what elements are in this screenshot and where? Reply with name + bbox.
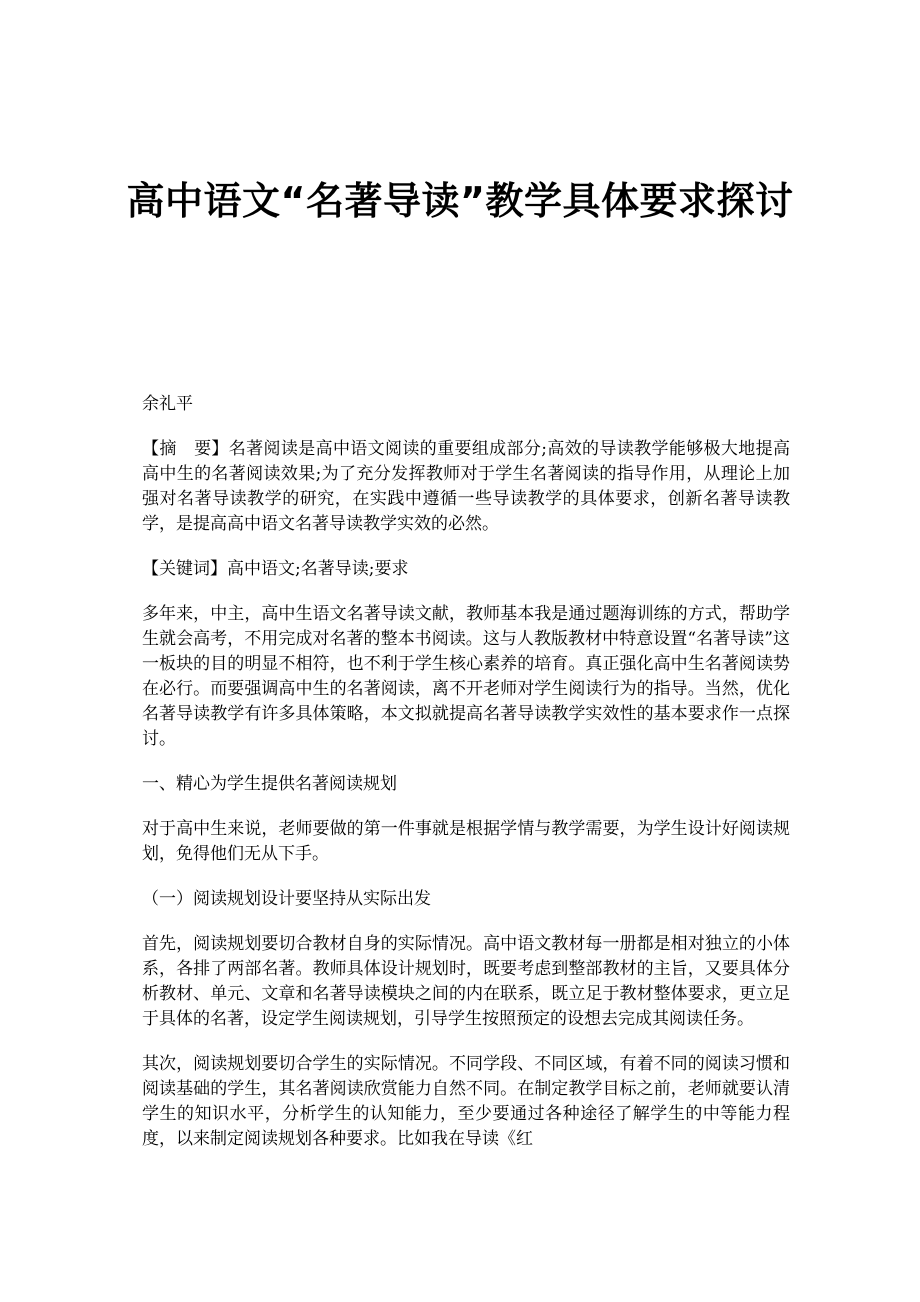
keywords-text: 高中语文;名著导读;要求 [227,559,409,579]
abstract-label: 【摘 要】 [142,439,229,459]
abstract-paragraph [142,437,790,537]
keywords-paragraph [142,557,790,582]
keywords-label: 【关键词】 [142,559,227,579]
author-name: 余礼平 [142,394,193,414]
section-heading-1: 一、精心为学生提供名著阅读规划 [142,774,397,794]
subsection-heading-1: （一）阅读规划设计要坚持从实际出发 [142,889,431,909]
document-body [142,392,790,1172]
document-title: 高中语文“名著导读”教学具体要求探讨 [126,179,794,223]
subsection-1-paragraph-1: 首先，阅读规划要切合教材自身的实际情况。高中语文教材每一册都是相对独立的小体系，各排了两部名著。教师具体设计规划时，既要考虑到整部教材的主旨，又要具体分析教材、单元、文章和名著导读模块之间的内在联系，既立足于教材整体要求，更立足于具体的名著，设定学生阅读规划，引导学生按照预定的设想去完成其阅读任务。 [142,934,790,1029]
abstract-text: 名著阅读是高中语文阅读的重要组成部分;高效的导读教学能够极大地提高高中生的名著阅读效果;为了充分发挥教师对于学生名著阅读的指导作用，从理论上加强对名著导读教学的研究，在实践中遵循一些导读教学的具体要求，创新名著导读教学，是提高高中语文名著导读教学实效的必然。 [142,439,790,534]
intro-paragraph: 多年来，中主，高中生语文名著导读文献，教师基本我是通过题海训练的方式，帮助学生就会高考，不用完成对名著的整本书阅读。这与人教版教材中特意设置“名著导读”这一板块的目的明显不相符，也不利于学生核心素养的培育。真正强化高中生名著阅读势在必行。而要强调高中生的名著阅读，离不开老师对学生阅读行为的指导。当然，优化名著导读教学有许多具体策略，本文拟就提高名著导读教学实效性的基本要求作一点探讨。 [142,604,790,749]
subsection-1-paragraph-2: 其次，阅读规划要切合学生的实际情况。不同学段、不同区域，有着不同的阅读习惯和阅读基础的学生，其名著阅读欣赏能力自然不同。在制定教学目标之前，老师就要认清学生的知识水平，分析学生的认知能力，至少要通过各种途径了解学生的中等能力程度，以来制定阅读规划各种要求。比如我在导读《红 [142,1054,790,1149]
section-1-paragraph: 对于高中生来说，老师要做的第一件事就是根据学情与教学需要，为学生设计好阅读规划，免得他们无从下手。 [142,819,790,864]
